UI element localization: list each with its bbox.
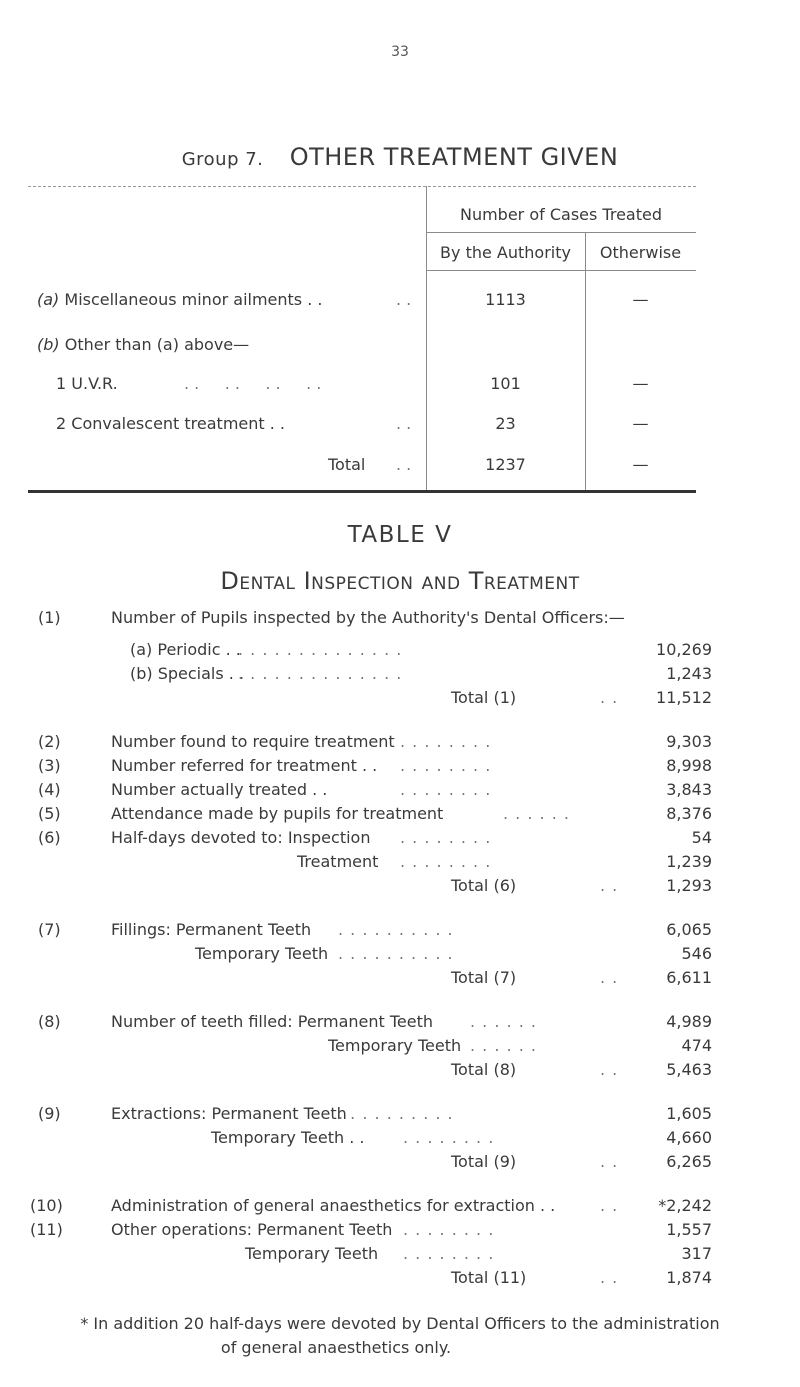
cell-authority: 1237 <box>485 455 526 474</box>
cell-otherwise: — <box>632 414 649 433</box>
item-value: 5,463 <box>666 1060 712 1079</box>
group-label: Group 7. <box>181 149 264 170</box>
row-leader: . . . . . . <box>503 804 570 823</box>
row-leader: . . . . . . . . . . <box>338 920 454 939</box>
item-label: Other operations: Permanent Teeth <box>111 1220 393 1239</box>
item-value: 4,660 <box>666 1128 712 1147</box>
item-value: 11,512 <box>656 688 712 707</box>
row-leader: . . . . . . . . . . <box>338 944 454 963</box>
table-bottom-rule <box>28 490 696 493</box>
header-cases-treated: Number of Cases Treated <box>459 205 662 224</box>
list-item <box>0 640 800 664</box>
item-label: Treatment <box>297 852 379 871</box>
item-label: Temporary Teeth <box>328 1036 462 1055</box>
item-number: (6) <box>38 828 61 847</box>
item-label: Number of teeth filled: Permanent Teeth <box>111 1012 434 1031</box>
table-row: 2 Convalescent treatment . . <box>56 414 286 433</box>
row-leader: . . <box>600 968 619 987</box>
item-value: 1,557 <box>666 1220 712 1239</box>
list-item <box>0 608 800 632</box>
item-value: 10,269 <box>656 640 712 659</box>
row-leader: . . <box>396 414 412 433</box>
header-rule <box>426 270 696 271</box>
row-leader: . . . . . . <box>470 1012 537 1031</box>
table-row <box>37 290 322 309</box>
item-label: Attendance made by pupils for treatment <box>111 804 444 823</box>
item-label: Total (7) <box>451 968 517 987</box>
table-v-title: TABLE V <box>347 522 453 548</box>
list-item <box>0 828 800 852</box>
item-value: 1,874 <box>666 1268 712 1287</box>
item-label: Total (9) <box>451 1152 517 1171</box>
item-value: 4,989 <box>666 1012 712 1031</box>
table-row-total: Total <box>328 455 366 474</box>
row-leader: . . . . . . . . <box>400 780 492 799</box>
row-marker: (a) <box>37 290 60 309</box>
cell-otherwise: — <box>632 374 649 393</box>
row-leader: . . <box>600 1060 619 1079</box>
item-number: (1) <box>38 608 61 627</box>
footnote-line: of general anaesthetics only. <box>220 1338 452 1357</box>
item-value: *2,242 <box>658 1196 712 1215</box>
row-leader: . . . . . . . . <box>400 732 492 751</box>
item-label: Total (8) <box>451 1060 517 1079</box>
list-item-total <box>0 688 800 712</box>
item-label: Fillings: Permanent Teeth <box>111 920 312 939</box>
list-item-total <box>0 1268 800 1292</box>
row-leader: . . . . . . . . <box>400 828 492 847</box>
table-v-subtitle: Dental Inspection and Treatment <box>220 567 580 595</box>
row-leader: . . <box>396 455 412 474</box>
list-item <box>0 944 800 968</box>
cell-otherwise: — <box>632 290 649 309</box>
item-label: Number found to require treatment <box>111 732 395 751</box>
item-label: Number actually treated . . <box>111 780 328 799</box>
item-value: 317 <box>681 1244 712 1263</box>
item-value: 6,265 <box>666 1152 712 1171</box>
item-label: Temporary Teeth <box>195 944 329 963</box>
row-leader: . . . . . . . . . . . . . . <box>238 664 403 683</box>
cell-otherwise: — <box>632 455 649 474</box>
list-item <box>0 1036 800 1060</box>
item-label: Number of Pupils inspected by the Authority's Dental Officers:— <box>111 608 625 627</box>
row-leader: . . . . . . . . <box>403 1244 495 1263</box>
item-label: Number referred for treatment . . <box>111 756 378 775</box>
list-item <box>0 1128 800 1152</box>
item-number: (5) <box>38 804 61 823</box>
row-leader: . . <box>600 1268 619 1287</box>
list-item <box>0 756 800 780</box>
list-item-total <box>0 1152 800 1176</box>
list-item <box>0 1012 800 1036</box>
row-leader: . . . . . . . . <box>400 756 492 775</box>
footnote-line: * In addition 20 half-days were devoted by Dental Officers to the administration <box>80 1314 720 1333</box>
group-title: OTHER TREATMENT GIVEN <box>289 143 619 171</box>
list-item <box>0 852 800 876</box>
item-number: (9) <box>38 1104 61 1123</box>
header-rule <box>426 232 696 233</box>
row-leader: . . . . . . . . <box>403 1128 495 1147</box>
list-item <box>0 804 800 828</box>
table-row: 1 U.V.R. <box>56 374 118 393</box>
table-row <box>37 335 249 354</box>
row-leader: . . <box>600 1152 619 1171</box>
row-leader: . . <box>396 290 412 309</box>
item-label: Half-days devoted to: Inspection <box>111 828 371 847</box>
list-item-total <box>0 968 800 992</box>
item-value: 1,239 <box>666 852 712 871</box>
row-leader: . . . . . . . . <box>403 1220 495 1239</box>
cell-authority: 1113 <box>485 290 526 309</box>
list-item <box>0 1220 800 1244</box>
item-value: 474 <box>681 1036 712 1055</box>
header-by-authority: By the Authority <box>440 243 571 262</box>
item-value: 8,998 <box>666 756 712 775</box>
item-number: (8) <box>38 1012 61 1031</box>
row-marker: (b) <box>37 335 60 354</box>
group-heading <box>0 143 800 171</box>
item-value: 8,376 <box>666 804 712 823</box>
list-item <box>0 664 800 688</box>
list-item-total <box>0 876 800 900</box>
item-number: (11) <box>30 1220 63 1239</box>
item-value: 9,303 <box>666 732 712 751</box>
item-label: Administration of general anaesthetics for extraction . . <box>111 1196 556 1215</box>
item-label: (b) Specials . . <box>130 664 245 683</box>
row-leader: . . . . . . . . <box>400 852 492 871</box>
row-label: Other than (a) above— <box>59 335 250 354</box>
row-leader: . . <box>600 1196 619 1215</box>
item-label: Total (1) <box>451 688 517 707</box>
item-label: (a) Periodic . . <box>130 640 241 659</box>
list-item <box>0 1196 800 1220</box>
list-item <box>0 920 800 944</box>
item-label: Temporary Teeth <box>245 1244 379 1263</box>
page-number: 33 <box>391 44 409 60</box>
item-number: (3) <box>38 756 61 775</box>
row-label: Miscellaneous minor ailments . . <box>59 290 323 309</box>
item-number: (4) <box>38 780 61 799</box>
item-value: 6,065 <box>666 920 712 939</box>
list-item <box>0 732 800 756</box>
item-value: 54 <box>691 828 712 847</box>
item-value: 546 <box>681 944 712 963</box>
row-leader: . . <box>600 688 619 707</box>
list-item <box>0 1104 800 1128</box>
item-label: Total (6) <box>451 876 517 895</box>
item-label: Total (11) <box>451 1268 527 1287</box>
item-label: Temporary Teeth . . <box>211 1128 365 1147</box>
row-leader: . . . . . . <box>470 1036 537 1055</box>
item-number: (7) <box>38 920 61 939</box>
item-value: 1,243 <box>666 664 712 683</box>
cell-authority: 101 <box>490 374 521 393</box>
item-number: (2) <box>38 732 61 751</box>
item-value: 3,843 <box>666 780 712 799</box>
cell-authority: 23 <box>495 414 516 433</box>
header-otherwise: Otherwise <box>599 243 682 262</box>
item-value: 1,605 <box>666 1104 712 1123</box>
list-item <box>0 780 800 804</box>
item-value: 6,611 <box>666 968 712 987</box>
list-item <box>0 1244 800 1268</box>
list-item-total <box>0 1060 800 1084</box>
row-leader: . . <box>600 876 619 895</box>
item-label: Extractions: Permanent Teeth <box>111 1104 347 1123</box>
table-top-rule <box>28 186 696 187</box>
row-leader: . . . . . . . . <box>184 374 322 393</box>
item-value: 1,293 <box>666 876 712 895</box>
column-divider <box>585 232 586 492</box>
row-leader: . . . . . . . . . . . . . . <box>238 640 403 659</box>
row-leader: . . . . . . . . . . <box>338 1104 454 1123</box>
item-number: (10) <box>30 1196 63 1215</box>
